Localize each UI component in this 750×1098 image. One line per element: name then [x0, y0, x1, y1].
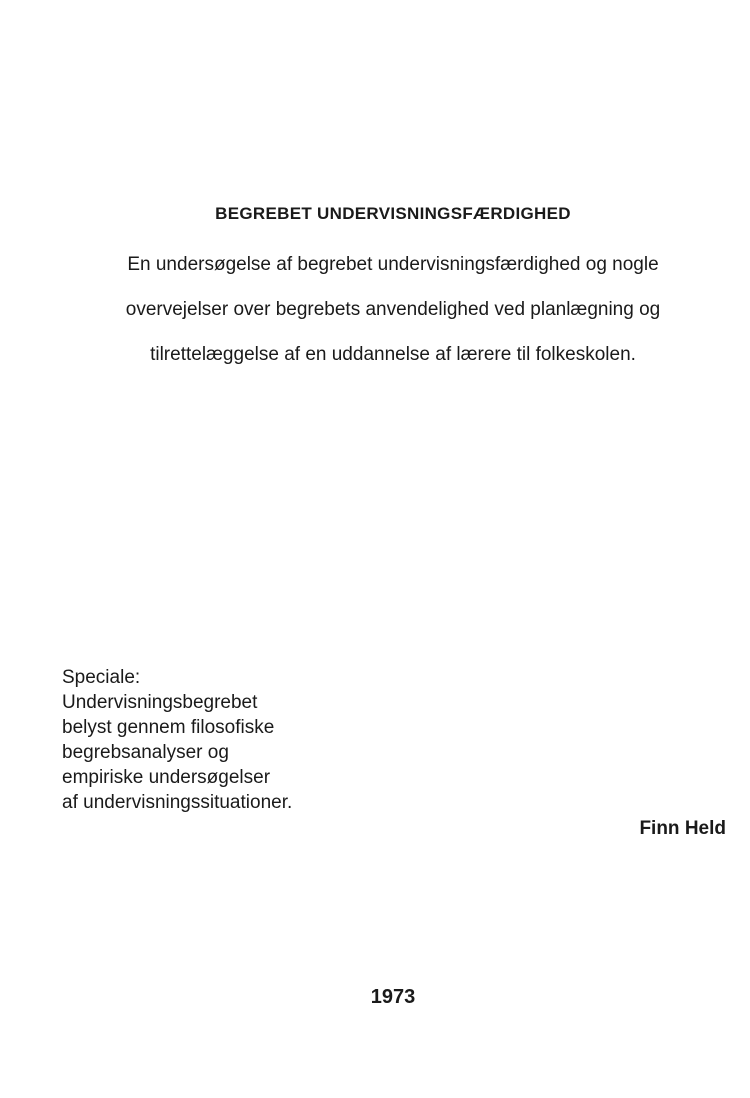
subtitle-line: tilrettelæggelse af en uddannelse af lærere til folkeskolen.	[150, 344, 636, 365]
speciale-line: af undervisningssituationer.	[62, 792, 293, 813]
author: Finn Held	[639, 818, 726, 839]
subtitle-line: overvejelser over begrebets anvendelighed ved planlægning og	[125, 299, 661, 320]
speciale-line: begrebsanalyser og	[62, 742, 229, 763]
year: 1973	[370, 986, 416, 1008]
speciale-line: belyst gennem filosofiske	[62, 717, 275, 738]
speciale-line: Speciale:	[62, 667, 141, 688]
subtitle-line: En undersøgelse af begrebet undervisningsfærdighed og nogle	[127, 254, 659, 275]
subtitle	[0, 242, 750, 377]
speciale-block	[62, 665, 292, 815]
speciale-line: empiriske undersøgelser	[62, 767, 271, 788]
speciale-line: Undervisningsbegrebet	[62, 692, 258, 713]
document-title: BEGREBET UNDERVISNINGSFÆRDIGHED	[215, 204, 571, 223]
